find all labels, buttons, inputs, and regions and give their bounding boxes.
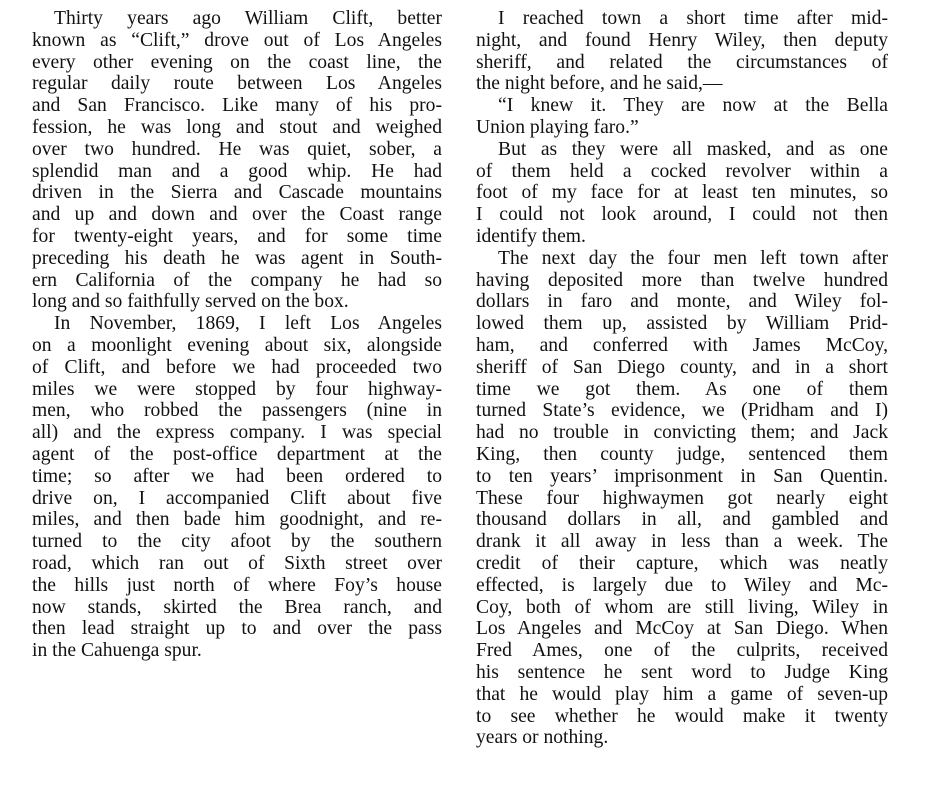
text-line: thousand dollars in all, and gambled and [476, 509, 888, 531]
text-line: ham, and conferred with James McCoy, [476, 334, 888, 356]
text-line: The next day the four men left town after [498, 247, 888, 269]
text-line: years or nothing. [476, 727, 609, 749]
text-line: dollars in faro and monte, and Wiley fol- [476, 291, 888, 313]
text-line: miles, and then bade him goodnight, and re- [32, 509, 442, 531]
text-line: Coy, both of whom are still living, Wiley in [476, 596, 888, 618]
text-line: time; so after we had been ordered to [32, 465, 442, 487]
text-line: of Clift, and before we had proceeded two [32, 356, 442, 378]
text-line: I reached town a short time after mid- [498, 8, 888, 29]
right-text-column [476, 8, 888, 749]
text-line: Thirty years ago William Clift, better [54, 8, 442, 29]
text-line: night, and found Henry Wiley, then deputy [476, 29, 888, 51]
text-line: had no trouble in convicting them; and Jack [476, 422, 888, 444]
text-line: In November, 1869, I left Los Angeles [54, 313, 442, 335]
text-line: then lead straight up to and over the pass [32, 618, 442, 640]
text-line: miles we were stopped by four highway- [32, 378, 442, 400]
text-line: “I knew it. They are now at the Bella [498, 95, 888, 117]
text-line: identify them. [476, 225, 586, 247]
text-line: road, which ran out of Sixth street over [32, 552, 442, 574]
text-line: over two hundred. He was quiet, sober, a [32, 138, 442, 160]
text-line: fession, he was long and stout and weighed [32, 116, 442, 138]
text-line: foot of my face for at least ten minutes, so [476, 182, 888, 204]
text-line: Fred Ames, one of the culprits, received [476, 640, 888, 662]
text-line: long and so faithfully served on the box. [32, 291, 349, 313]
text-line: But as they were all masked, and as one [498, 138, 888, 160]
text-line: every other evening on the coast line, the [32, 51, 442, 73]
text-line: his sentence he sent word to Judge King [476, 661, 888, 683]
text-line: These four highwaymen got nearly eight [476, 487, 888, 509]
text-line: drive on, I accompanied Clift about five [32, 487, 442, 509]
text-line: I could not look around, I could not then [476, 204, 888, 226]
text-line: lowed them up, assisted by William Prid- [476, 313, 888, 335]
text-line: turned to the city afoot by the southern [32, 531, 442, 553]
text-line: the hills just north of where Foy’s house [32, 574, 442, 596]
text-line: credit of their capture, which was neatly [476, 552, 888, 574]
text-line: known as “Clift,” drove out of Los Angeles [32, 29, 442, 51]
text-line: Union playing faro.” [476, 116, 639, 138]
text-line: on a moonlight evening about six, alongside [32, 334, 442, 356]
text-line: agent of the post-office department at the [32, 443, 442, 465]
text-line: driven in the Sierra and Cascade mountains [32, 182, 442, 204]
text-line: in the Cahuenga spur. [32, 640, 202, 662]
text-line: turned State’s evidence, we (Pridham and I) [476, 400, 888, 422]
text-line: to see whether he would make it twenty [476, 705, 888, 727]
text-line: now stands, skirted the Brea ranch, and [32, 596, 442, 618]
text-line: to ten years’ imprisonment in San Quentin. [476, 465, 888, 487]
text-line: for twenty-eight years, and for some time [32, 225, 442, 247]
text-line: Los Angeles and McCoy at San Diego. When [476, 618, 888, 640]
left-text-column [32, 8, 442, 662]
text-line: regular daily route between Los Angeles [32, 73, 442, 95]
text-line: sheriff of San Diego county, and in a short [476, 356, 888, 378]
text-line: men, who robbed the passengers (nine in [32, 400, 442, 422]
text-line: preceding his death he was agent in South- [32, 247, 442, 269]
text-line: sheriff, and related the circumstances of [476, 51, 888, 73]
text-line: the night before, and he said,— [476, 73, 723, 95]
text-line: having deposited more than twelve hundred [476, 269, 888, 291]
text-line: King, then county judge, sentenced them [476, 443, 888, 465]
text-line: that he would play him a game of seven-up [476, 683, 888, 705]
text-line: and San Francisco. Like many of his pro- [32, 95, 442, 117]
text-line: splendid man and a good whip. He had [32, 160, 442, 182]
text-line: and up and down and over the Coast range [32, 204, 442, 226]
text-line: time we got them. As one of them [476, 378, 888, 400]
text-line: all) and the express company. I was special [32, 422, 442, 444]
text-line: drank it all away in less than a week. The [476, 531, 888, 553]
text-line: effected, is largely due to Wiley and Mc- [476, 574, 888, 596]
text-line: of them held a cocked revolver within a [476, 160, 888, 182]
text-line: ern California of the company he had so [32, 269, 442, 291]
